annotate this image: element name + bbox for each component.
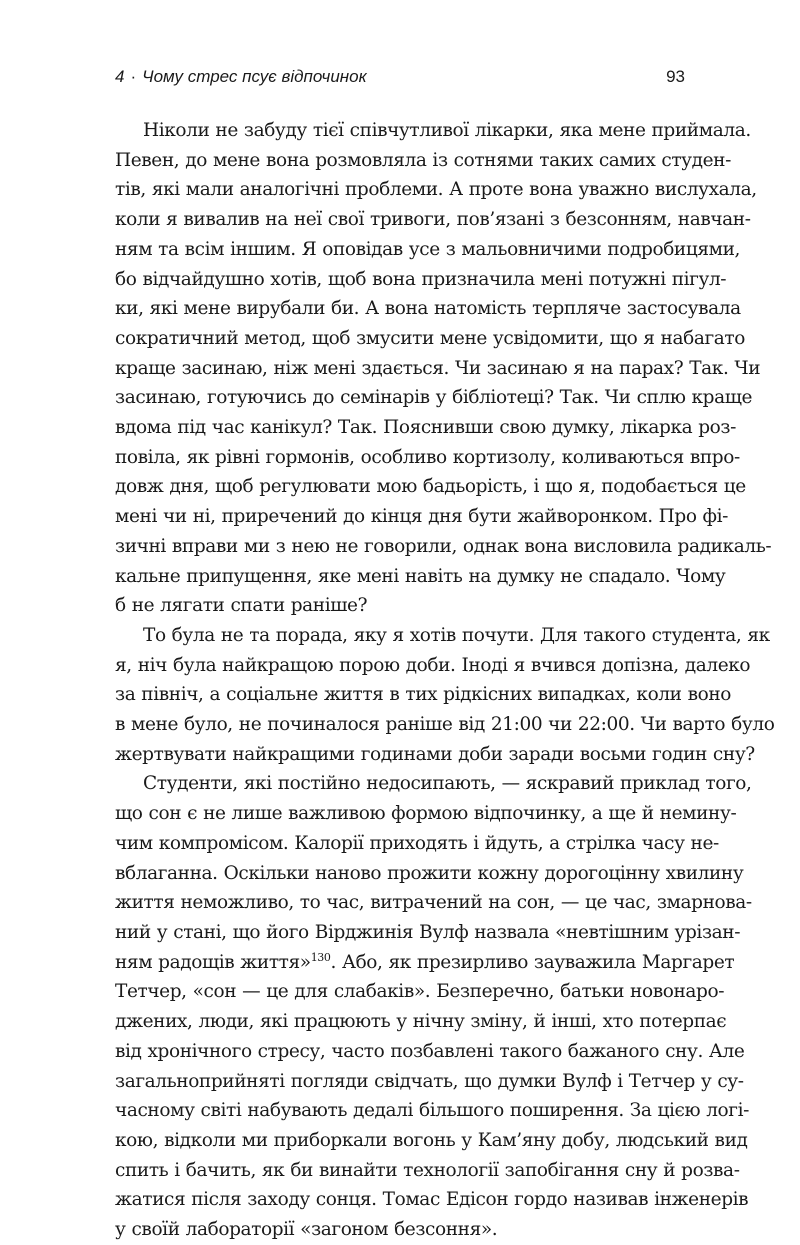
- text-line: я, ніч була найкращою порою доби. Іноді я вчився допізна, далеко: [115, 654, 751, 676]
- text-line: б не лягати спати раніше?: [115, 595, 368, 617]
- chapter-title: Чому стрес псує відпочинок: [142, 67, 367, 86]
- text-line: кою, відколи ми приборкали вогонь у Кам’яну добу, людський вид: [115, 1129, 748, 1151]
- text-line: чим компромісом. Калорії приходять і йдуть, а стрілка часу не-: [115, 832, 719, 854]
- text-line: Тетчер, «сон — це для слабаків». Безперечно, батьки новонаро-: [115, 981, 725, 1003]
- header-separator: ·: [130, 67, 137, 86]
- text-line: мені чи ні, приречений до кінця дня бути жайворонком. Про фі-: [115, 506, 729, 528]
- text-line: ням та всім іншим. Я оповідав усе з мальовничими подробицями,: [115, 238, 741, 260]
- text-line-with-footnote: [115, 948, 735, 978]
- text-line: краще засинаю, ніж мені здається. Чи засинаю я на парах? Так. Чи: [115, 357, 761, 379]
- paragraph-1: [115, 116, 772, 621]
- text-line: коли я вивалив на неї свої тривоги, пов’язані з безсонням, навчан-: [115, 209, 751, 231]
- text-line: Студенти, які постійно недосипають, — яскравий приклад того,: [143, 773, 752, 795]
- text-line: джених, люди, які працюють у нічну зміну, й інші, хто потерпає: [115, 1011, 727, 1033]
- text-line: бо відчайдушно хотів, щоб вона призначила мені потужні пігул-: [115, 268, 727, 290]
- text-line: жатися після заходу сонця. Томас Едісон гордо називав інженерів: [115, 1189, 749, 1211]
- text-line: То була не та порада, яку я хотів почути. Для такого студента, як: [143, 624, 770, 646]
- text-line: вдома під час канікул? Так. Пояснивши свою думку, лікарка роз-: [115, 417, 736, 439]
- text-line: життя неможливо, то час, витрачений на сон, — це час, змарнова-: [115, 892, 752, 914]
- text-line: жертвувати найкращими годинами доби заради восьми годин сну?: [115, 743, 755, 765]
- text-line: сократичний метод, щоб змусити мене усвідомити, що я набагато: [115, 327, 745, 349]
- text-line: що сон є не лише важливою формою відпочинку, а ще й немину-: [115, 803, 737, 825]
- body-text: [115, 116, 775, 1245]
- paragraph-2: [115, 621, 775, 770]
- text-fragment: . Або, як презирливо зауважила Маргарет: [330, 951, 735, 973]
- text-line: вблаганна. Оскільки наново прожити кожну дорогоцінну хвилину: [115, 862, 744, 884]
- text-line: Ніколи не забуду тієї співчутливої лікарки, яка мене приймала.: [143, 120, 751, 141]
- text-line: від хронічного стресу, часто позбавлені такого бажаного сну. Але: [115, 1040, 745, 1062]
- chapter-heading: [115, 62, 367, 92]
- text-line: ний у стані, що його Вірджинія Вулф назвала «невтішним урізан-: [115, 921, 741, 943]
- text-line: за північ, а соціальне життя в тих рідкісних випадках, коли воно: [115, 684, 732, 706]
- text-fragment: ням радощів життя»: [115, 951, 311, 973]
- text-line: в мене було, не починалося раніше від 21:00 чи 22:00. Чи варто було: [115, 714, 775, 736]
- paragraph-3: [115, 769, 752, 1244]
- text-line: ки, які мене вирубали би. А вона натомість терпляче застосувала: [115, 298, 741, 320]
- text-line: зичні вправи ми з нею не говорили, однак вона висловила радикаль-: [115, 535, 772, 557]
- running-header: [115, 62, 685, 92]
- text-line: у своїй лабораторії «загоном безсоння».: [115, 1219, 498, 1241]
- text-line: часному світі набувають дедалі більшого поширення. За цією логі-: [115, 1100, 749, 1122]
- text-line: засинаю, готуючись до семінарів у бібліотеці? Так. Чи сплю краще: [115, 387, 753, 409]
- text-line: кальне припущення, яке мені навіть на думку не спадало. Чому: [115, 565, 726, 587]
- text-line: тів, які мали аналогічні проблеми. А проте вона уважно вислухала,: [115, 179, 757, 201]
- footnote-ref[interactable]: 130: [310, 950, 331, 964]
- text-line: загальноприйняті погляди свідчать, що думки Вулф і Тетчер у су-: [115, 1070, 744, 1092]
- page-number: 93: [666, 67, 685, 86]
- chapter-number: 4: [115, 67, 125, 86]
- text-line: довж дня, щоб регулювати мою бадьорість, і що я, подобається це: [115, 476, 746, 498]
- text-line: Певен, до мене вона розмовляла із сотнями таких самих студен-: [115, 149, 731, 171]
- text-line: повіла, як рівні гормонів, особливо кортизолу, коливаються впро-: [115, 446, 740, 468]
- text-line: спить і бачить, як би винайти технології запобігання сну й розва-: [115, 1159, 740, 1181]
